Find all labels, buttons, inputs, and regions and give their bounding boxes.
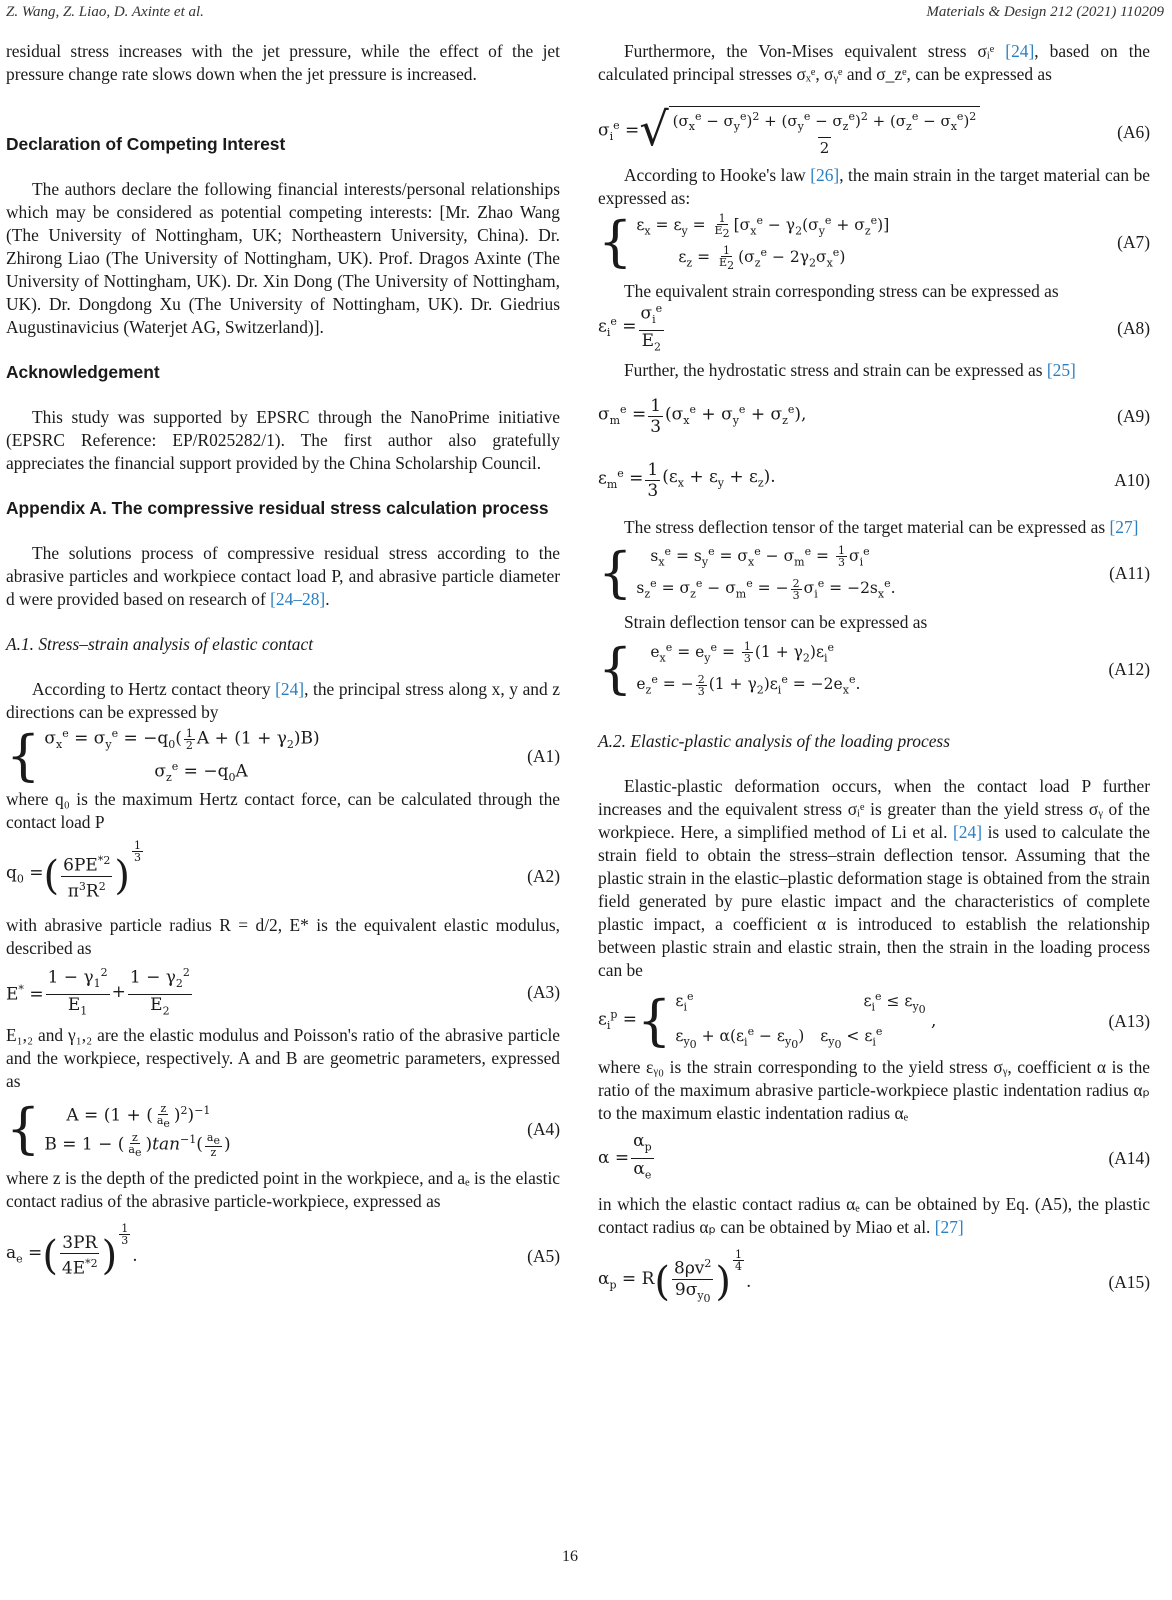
equation-a6-tag: (A6) bbox=[1117, 122, 1150, 142]
equation-a8: $\varepsilon_i^e$ = $\frac{\sigma_i^e}{E_2}$ (A8) bbox=[598, 305, 1150, 351]
right-column bbox=[598, 40, 1150, 1315]
equivalent-strain-text: The equivalent strain corresponding stress can be expressed as bbox=[624, 281, 1059, 301]
equation-a5-tag: (A5) bbox=[527, 1246, 560, 1266]
after-a13-text: where εᵧ₀ is the strain corresponding to the yield stress σᵧ, coefficient α is the ratio of the maximum abrasive particle-workpiece plastic indentation radius αₚ to the maximum elastic indentation radius αₑ bbox=[598, 1057, 1150, 1123]
equation-a2-tag: (A2) bbox=[527, 866, 560, 886]
equation-a15-tag: (A15) bbox=[1108, 1272, 1150, 1292]
after-a2-text: with abrasive particle radius R = d/2, E* is the equivalent elastic modulus, described as bbox=[6, 915, 560, 958]
appendix-heading: Appendix A. The compressive residual stress calculation process bbox=[6, 498, 549, 518]
after-a14-text: in which the elastic contact radius αₑ can be obtained by Eq. (A5), the plastic contact radius αₚ can be obtained by Miao et al. [27] bbox=[598, 1194, 1150, 1237]
a1-text: According to Hertz contact theory [24], the principal stress along x, y and z directions can be expressed by bbox=[6, 679, 560, 722]
acknowledgement-heading: Acknowledgement bbox=[6, 362, 160, 382]
acknowledgement-text: This study was supported by EPSRC through the NanoPrime initiative (EPSRC Reference: EP/R025282/1). The first author also gratefully appreciates the financial support provided by the China Scholarship Council. bbox=[6, 407, 560, 473]
equation-a6: $\sigma_i^e$ = √ $\frac{(\sigma_x^e - \sigma_y^e)^2 + (\sigma_y^e - \sigma_z^e)^2 + (\sigma_z^e - \sigma_x^e)^2}{2}$ (A6) bbox=[598, 102, 1150, 157]
intro-paragraph: residual stress increases with the jet pressure, while the effect of the jet pressure change rate slows down when the jet pressure is increased. bbox=[6, 41, 560, 84]
page-number: 16 bbox=[562, 1548, 578, 1565]
equation-a9-tag: (A9) bbox=[1117, 406, 1150, 426]
ref-link-24[interactable]: [24] bbox=[953, 822, 982, 842]
equation-a14-tag: (A14) bbox=[1108, 1148, 1150, 1168]
ref-link-24[interactable]: [24] bbox=[1005, 41, 1035, 61]
appendix-text: The solutions process of compressive residual stress according to the abrasive particles and workpiece contact load P, and abrasive particle diameter d were provided based on research of [24–28]. bbox=[6, 543, 560, 609]
equation-a8-tag: (A8) bbox=[1117, 318, 1150, 338]
equation-a10: $\varepsilon_m^e$ = $\frac{1}{3}$ $(\varepsilon_x + \varepsilon_y + \varepsilon_z)$. A10) bbox=[598, 459, 1150, 501]
equation-a11: { $s_x^e = s_y^e = \sigma_x^e - \sigma_m^e$ = $\frac{1}{3}$ $\sigma_i^e$ $s_z^e = \sigma_z^e - \sigma_m^e$ = − $\frac{2}{3}$ $\sigma_i^e = -2s_x^e$. (A11) bbox=[598, 541, 1150, 604]
ref-link-27[interactable]: [27] bbox=[934, 1217, 964, 1237]
equation-a3-tag: (A3) bbox=[527, 982, 560, 1002]
a2-text: Elastic-plastic deformation occurs, when the contact load P further increases and the equivalent stress σᵢᵉ is greater than the yield stress σᵧ of the workpiece. Here, a simplified method of Li et al. [24] is used to calculate the strain field to obtain the stress–strain deflection tensor. Assuming that the plastic strain in the elastic–plastic deformation stage is obtained from the strain field generated by pure elastic impact and the characteristics of complete plastic impact, a coefficient α is introduced to establish the relationship between plastic strain and elastic strain, then the strain in the loading process can be bbox=[598, 776, 1150, 980]
equation-a13-tag: (A13) bbox=[1108, 1011, 1150, 1031]
after-a3-text: E₁,₂ and γ₁,₂ are the elastic modulus and Poisson's ratio of the abrasive particle and the workpiece, respectively. A and B are geometric parameters, expressed as bbox=[6, 1025, 560, 1091]
hooke-text: According to Hooke's law [26], the main strain in the target material can be expressed as: bbox=[598, 165, 1150, 208]
ref-link-26[interactable]: [26] bbox=[810, 165, 840, 185]
header-authors: Z. Wang, Z. Liao, D. Axinte et al. bbox=[6, 4, 204, 20]
equation-a14: α = $\frac{\alpha_p}{\alpha_e}$ (A14) bbox=[598, 1131, 1150, 1181]
equation-a11-tag: (A11) bbox=[1109, 563, 1150, 583]
stress-deflection-text: The stress deflection tensor of the target material can be expressed as [27] bbox=[624, 517, 1139, 537]
section-a2-heading: A.2. Elastic-plastic analysis of the loading process bbox=[598, 731, 950, 751]
hydrostatic-text: Further, the hydrostatic stress and strain can be expressed as [25] bbox=[624, 360, 1076, 380]
equation-a3: E* = $\frac{1 - \gamma_1^2}{E_1}$ + $\frac{1 - \gamma_2^2}{E_2}$ (A3) bbox=[6, 964, 560, 1020]
section-a1-heading: A.1. Stress–strain analysis of elastic contact bbox=[6, 634, 314, 654]
equation-a12: { $e_x^e = e_y^e$ = $\frac{1}{3}$ $(1 + \gamma_2)\varepsilon_i^e$ $e_z^e$ = − $\frac{2}{3}$ $(1 + \gamma_2)\varepsilon_i^e = -2e_x^e$. (A12) bbox=[598, 637, 1150, 700]
equation-a5: $a_e$ = ( $\frac{3PR}{4E^{*2}}$ ) $\frac{1}{3}$ . (A5) bbox=[6, 1222, 560, 1279]
equation-a7: { $\varepsilon_x = \varepsilon_y$ = $\frac{1}{E_2}$ $[\sigma_x^e - \gamma_2(\sigma_y^e + \sigma_z^e)]$ $\varepsilon_z$ = $\frac{1}{E_2}$ $(\sigma_z^e - 2\gamma_2\sigma_x^e)$ (A7) bbox=[598, 210, 1150, 273]
ref-link-24[interactable]: [24] bbox=[275, 679, 305, 699]
equation-a7-tag: (A7) bbox=[1117, 232, 1150, 252]
equation-a13: $\varepsilon_i^p$ = { $\varepsilon_i^e$ $\varepsilon_i^e \le \varepsilon_{y_0}$ $\varepsilon_{y_0} + \alpha(\varepsilon_i^e - \varepsilon_{y_0}) \varepsilon_{y_0} < \varepsilon_i^e$ , (A13) bbox=[598, 989, 1150, 1052]
equation-a12-tag: (A12) bbox=[1108, 659, 1150, 679]
equation-a10-tag: A10) bbox=[1114, 470, 1150, 490]
equation-a2: $q_0$ = ( $\frac{6PE^{*2}}{\pi^3R^2}$ ) $\frac{1}{3}$ (A2) bbox=[6, 839, 560, 902]
equation-a1: { $\sigma_x^e = \sigma_y^e = -q_0$( $\frac{1}{2}$ $A + (1 + \gamma_2)B$) $\sigma_z^e = -q_0A$ (A1) bbox=[6, 724, 560, 787]
declaration-text: The authors declare the following financial interests/personal relationships which may be considered as potential competing interests: [Mr. Zhao Wang (The University of Nottingham, UK; Northeastern University, China). Dr. Zhirong Liao (The University of Nottingham, UK). Prof. Dragos Axinte (The University of Nottingham, UK). Dr. Xin Dong (The University of Nottingham, UK). Dr. Dongdong Xu (The University of Nottingham, UK). Dr. Giedrius Augustinavicius (Waterjet AG, Switzerland)]. bbox=[6, 179, 560, 337]
left-column bbox=[6, 40, 560, 1289]
header-journal: Materials & Design 212 (2021) 110209 bbox=[926, 4, 1164, 20]
after-a4-text: where z is the depth of the predicted point in the workpiece, and aₑ is the elastic contact radius of the abrasive particle-workpiece, expressed as bbox=[6, 1168, 560, 1211]
vonmises-text: Furthermore, the Von-Mises equivalent stress σᵢᵉ [24], based on the calculated principal stresses σₓᵉ, σᵧᵉ and σ_zᵉ, can be expressed as bbox=[598, 41, 1150, 84]
running-head bbox=[6, 4, 1164, 24]
ref-link-24-28[interactable]: [24–28] bbox=[270, 589, 326, 609]
equation-a9: $\sigma_m^e$ = $\frac{1}{3}$ $(\sigma_x^e + \sigma_y^e + \sigma_z^e)$, (A9) bbox=[598, 395, 1150, 437]
equation-a15: $\alpha_p = R$ ( $\frac{8\rho v^2}{9\sigma_{y_0}}$ ) $\frac{1}{4}$ . (A15) bbox=[598, 1248, 1150, 1306]
equation-a4-tag: (A4) bbox=[527, 1119, 560, 1139]
after-a1-text: where q₀ is the maximum Hertz contact force, can be calculated through the contact load P bbox=[6, 789, 560, 832]
strain-deflection-text: Strain deflection tensor can be expressed as bbox=[624, 612, 928, 632]
declaration-heading: Declaration of Competing Interest bbox=[6, 134, 286, 154]
ref-link-27[interactable]: [27] bbox=[1109, 517, 1139, 537]
equation-a4: { A = (1 + ( $\frac{z}{a_e}$ )$^2$)$^{-1}$ B = 1 − ( $\frac{z}{a_e}$ )$\tan^{-1}$( $\frac{a_e}{z}$ ) (A4) bbox=[6, 1097, 560, 1160]
equation-a1-tag: (A1) bbox=[527, 746, 560, 766]
ref-link-25[interactable]: [25] bbox=[1046, 360, 1076, 380]
